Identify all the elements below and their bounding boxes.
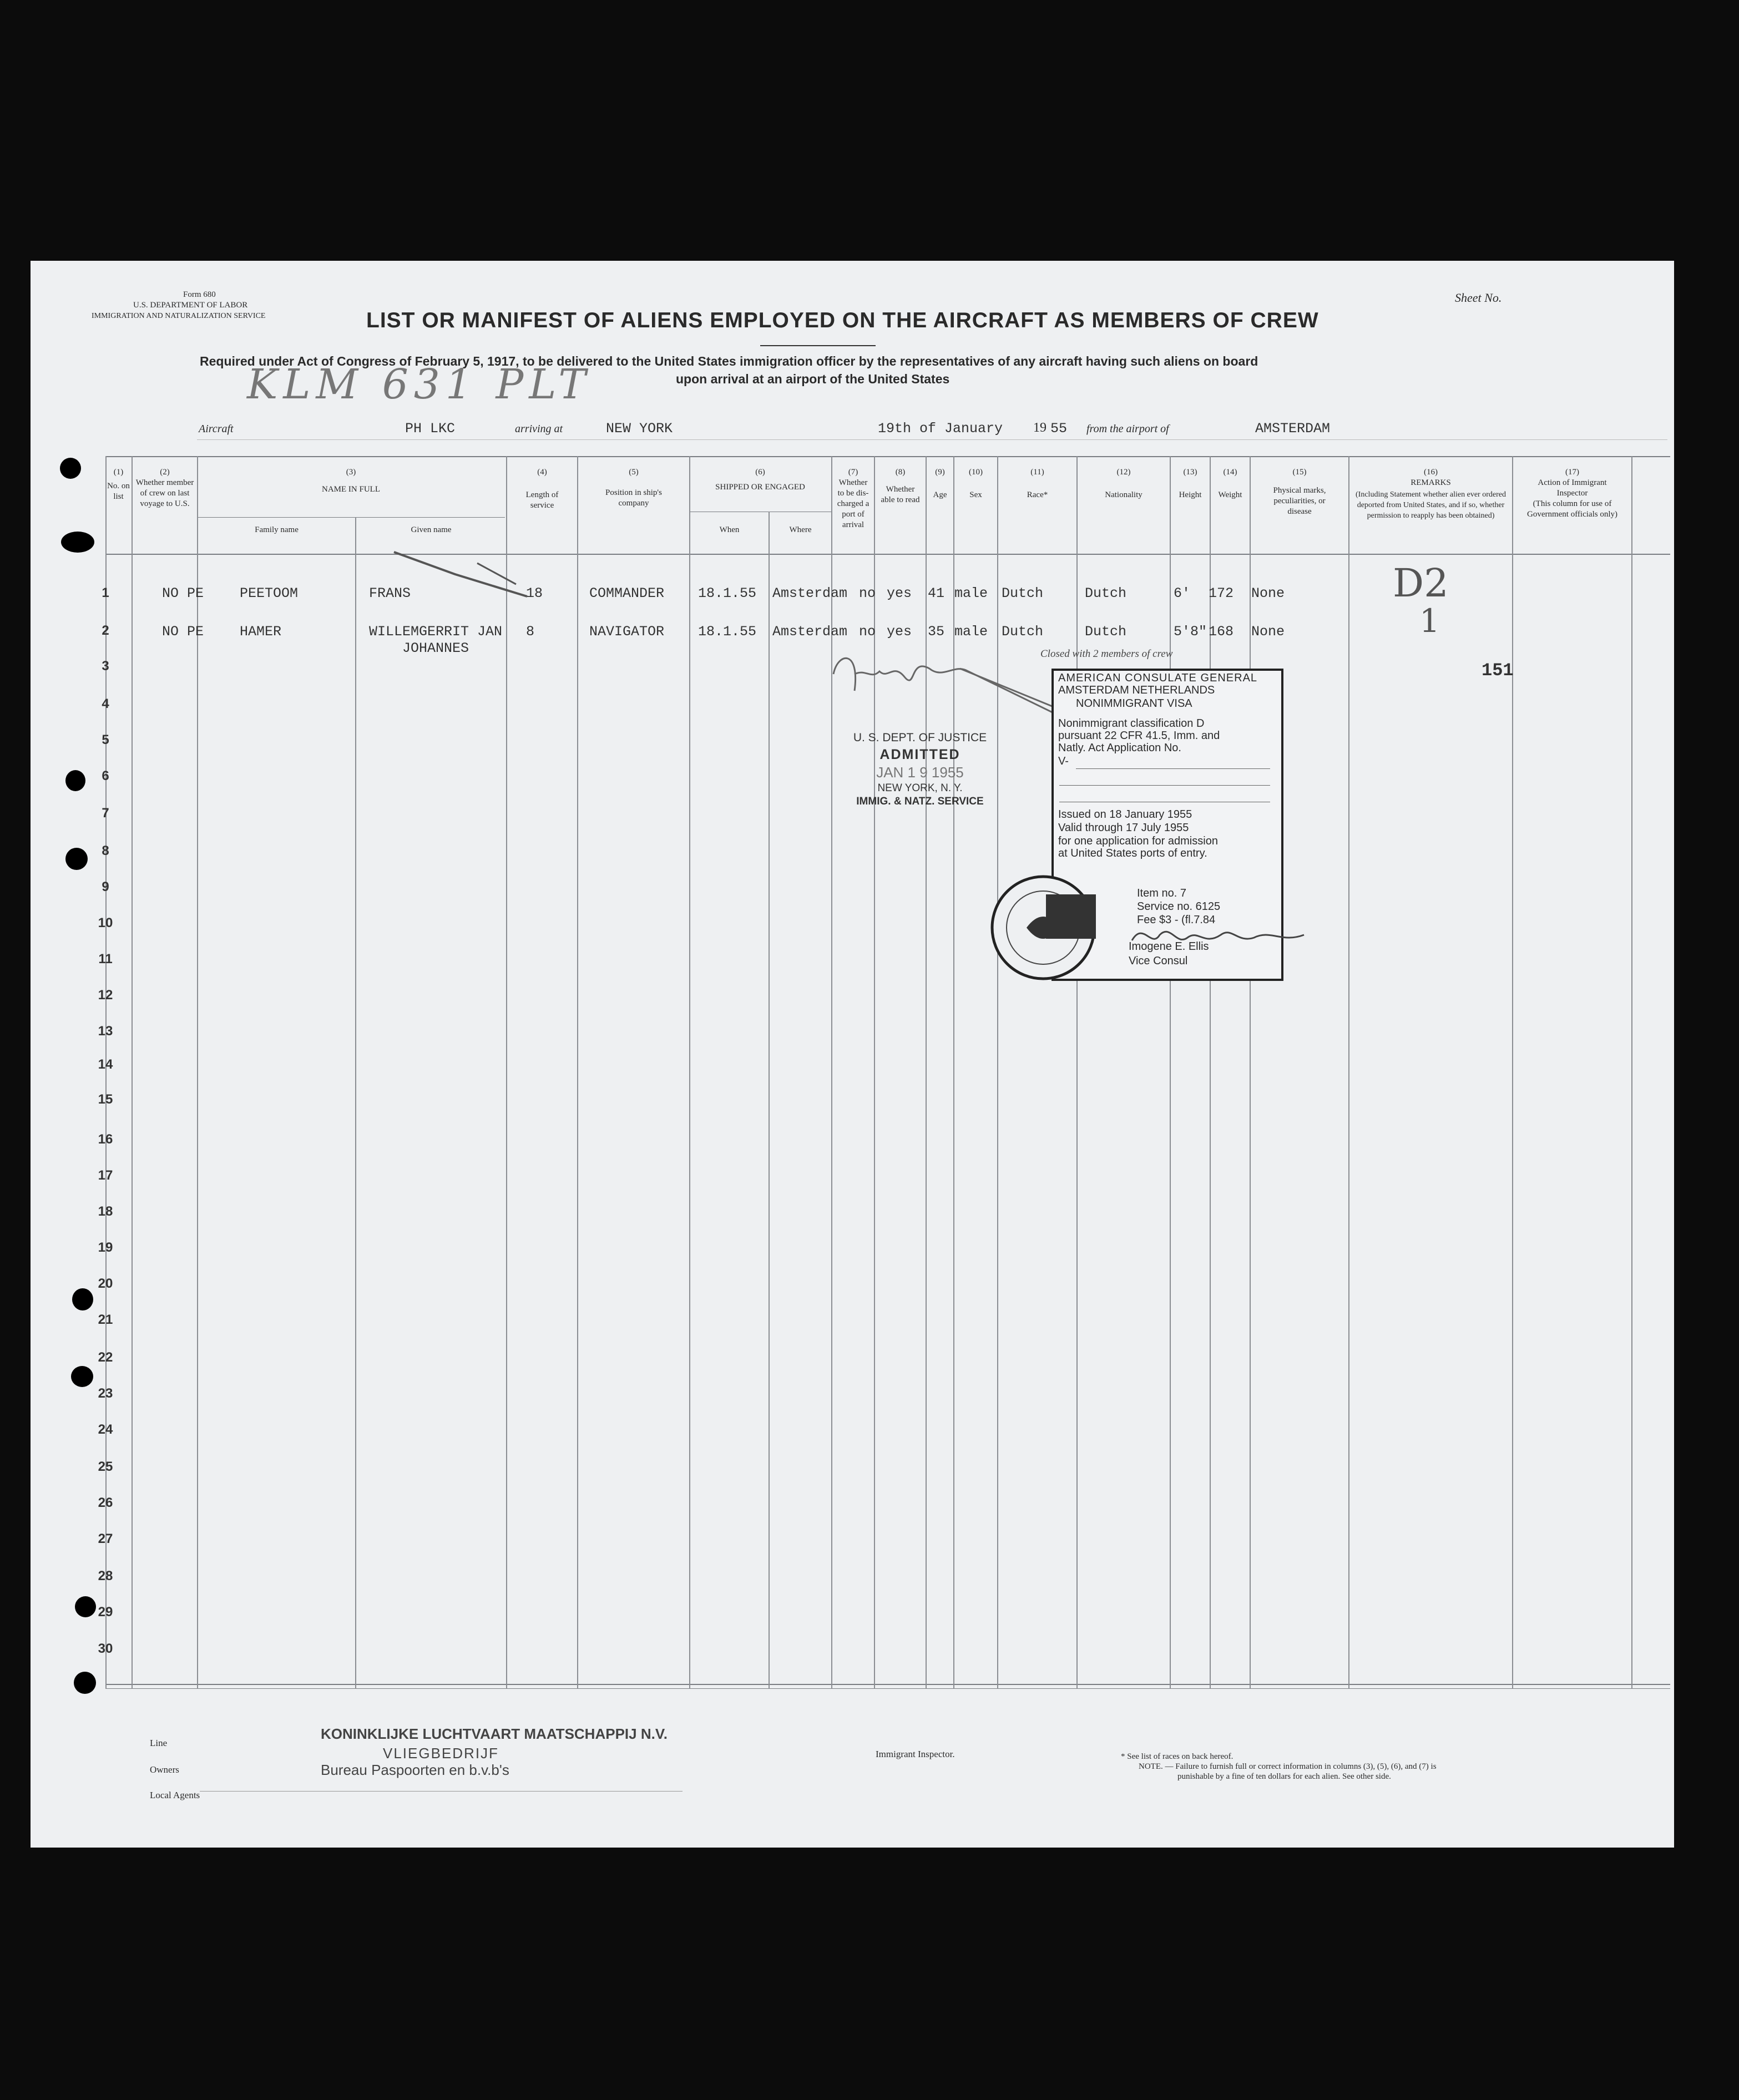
col-6-label: SHIPPED OR ENGAGED bbox=[715, 483, 805, 492]
entry-nationality: Dutch bbox=[1085, 624, 1127, 640]
form-number: Form 680 bbox=[183, 290, 216, 299]
col-15-number: (15) bbox=[1292, 468, 1307, 477]
col-header-1 bbox=[105, 467, 132, 502]
row-number: 27 bbox=[98, 1531, 113, 1546]
col-3-label: NAME IN FULL bbox=[322, 485, 380, 494]
table-top-border bbox=[105, 456, 1670, 457]
visa-fee: Fee $3 - (fl.7.84 bbox=[1137, 914, 1216, 926]
col-divider bbox=[1210, 456, 1211, 1689]
col-9-label: Age bbox=[933, 490, 947, 499]
entry-race: Dutch bbox=[1002, 624, 1044, 640]
col-16-sublabel: (Including Statement whether alien ever ordered deported from United States, and if so, whether permission to reapply has been obtained) bbox=[1356, 490, 1506, 520]
row-number: 4 bbox=[102, 696, 109, 711]
row-number: 15 bbox=[98, 1092, 113, 1107]
row-number: 5 bbox=[102, 732, 109, 747]
col-6-number: (6) bbox=[755, 468, 765, 477]
row-number: 2 bbox=[102, 623, 109, 638]
entry-height: 5'8" bbox=[1174, 624, 1207, 640]
row-number: 10 bbox=[98, 915, 113, 930]
visa-number: V- bbox=[1058, 755, 1069, 767]
departure-airport: AMSTERDAM bbox=[1255, 421, 1331, 437]
col-2-label: Whether member of crew on last voyage to U.S. bbox=[135, 478, 194, 508]
col-header-7 bbox=[832, 467, 874, 530]
entry-sex: male bbox=[954, 585, 988, 601]
col-divider bbox=[769, 512, 770, 1689]
entry-given: FRANS bbox=[369, 585, 411, 601]
company-stamp-bureau: Bureau Paspoorten en b.v.b's bbox=[321, 1762, 509, 1778]
entry-family: HAMER bbox=[240, 624, 282, 640]
entry-height: 6' bbox=[1174, 585, 1191, 601]
col-5-label: Position in ship's company bbox=[605, 488, 662, 508]
arrival-airport: NEW YORK bbox=[606, 421, 673, 437]
entry-crew: NO PE bbox=[162, 585, 204, 601]
row-number: 14 bbox=[98, 1057, 113, 1072]
col-16-number: (16) bbox=[1424, 468, 1438, 477]
handwritten-flight-note: KLM 631 PLT bbox=[247, 361, 592, 408]
punch-hole bbox=[61, 532, 94, 553]
col-divider bbox=[997, 456, 998, 1689]
admitted-service: IMMIG. & NATZ. SERVICE bbox=[856, 796, 984, 807]
row-number: 19 bbox=[98, 1240, 113, 1255]
punch-hole bbox=[60, 458, 81, 479]
entry-age: 35 bbox=[928, 624, 945, 640]
col-header-8 bbox=[875, 467, 926, 505]
col-17-label: Action of Immigrant Inspector bbox=[1538, 478, 1607, 498]
remark-d2: D2 bbox=[1393, 560, 1449, 606]
visa-consul-name: Imogene E. Ellis bbox=[1129, 940, 1209, 953]
row-number: 17 bbox=[98, 1168, 113, 1183]
row-number: 30 bbox=[98, 1641, 113, 1656]
visa-type: NONIMMIGRANT VISA bbox=[1076, 697, 1192, 710]
local-agents-label: Local Agents bbox=[150, 1790, 200, 1800]
col-12-label: Nationality bbox=[1105, 490, 1143, 499]
handwritten-check-mark bbox=[388, 541, 533, 602]
visa-rule bbox=[1059, 785, 1270, 786]
remark-d2-sub: 1 bbox=[1419, 602, 1440, 640]
col-header-15 bbox=[1251, 467, 1348, 517]
from-label: from the airport of bbox=[1086, 423, 1169, 435]
entry-crew: NO PE bbox=[162, 624, 204, 640]
col-4-label: Length of service bbox=[525, 490, 559, 510]
entry-weight: 168 bbox=[1209, 624, 1234, 640]
consul-signature bbox=[1126, 918, 1310, 952]
subtitle-line-2: upon arrival at an airport of the United States bbox=[676, 372, 950, 386]
col-header-4 bbox=[507, 467, 577, 511]
col-header-2 bbox=[134, 467, 196, 509]
visa-rule bbox=[1076, 768, 1270, 769]
col-8-number: (8) bbox=[895, 468, 906, 477]
col-header-14 bbox=[1211, 467, 1250, 500]
col-header-9 bbox=[927, 467, 953, 500]
consulate-seal bbox=[988, 872, 1099, 983]
row-number: 1 bbox=[102, 585, 109, 600]
col-9-number: (9) bbox=[935, 468, 945, 477]
col-6-when: When bbox=[719, 525, 740, 534]
department: U.S. DEPARTMENT OF LABOR bbox=[133, 301, 248, 310]
col-divider bbox=[831, 456, 832, 1689]
col-14-number: (14) bbox=[1223, 468, 1237, 477]
subtitle-line-1: Required under Act of Congress of February 5, 1917, to be delivered to the United States immigration officer by the representatives of any aircraft having such aliens on board bbox=[200, 354, 1258, 368]
row-number: 20 bbox=[98, 1276, 113, 1291]
col-7-number: (7) bbox=[848, 468, 858, 477]
arrival-year: 55 bbox=[1050, 421, 1068, 437]
row-number: 22 bbox=[98, 1350, 113, 1365]
col-7-label: Whether to be dis-charged a port of arrival bbox=[837, 478, 870, 529]
admitted-stamp bbox=[837, 731, 1003, 808]
visa-application: Natly. Act Application No. bbox=[1058, 742, 1181, 754]
company-stamp-dept: VLIEGBEDRIJF bbox=[383, 1745, 499, 1762]
col-1-label: No. on list bbox=[107, 482, 130, 501]
col-2-number: (2) bbox=[160, 468, 170, 477]
local-agents-rule bbox=[200, 1791, 683, 1792]
visa-item: Item no. 7 bbox=[1137, 887, 1186, 899]
col-divider bbox=[132, 456, 133, 1689]
flight-line-rule bbox=[197, 439, 1667, 440]
col-3-family-name: Family name bbox=[255, 525, 299, 534]
col-12-number: (12) bbox=[1116, 468, 1131, 477]
entry-read: yes bbox=[887, 585, 912, 601]
admitted-word: ADMITTED bbox=[879, 747, 961, 762]
aircraft-label: Aircraft bbox=[199, 423, 234, 435]
col-3-given-name: Given name bbox=[411, 525, 452, 534]
row-number: 16 bbox=[98, 1132, 113, 1147]
entry-when: 18.1.55 bbox=[698, 624, 757, 640]
row-number: 8 bbox=[102, 843, 109, 858]
col-16-label: REMARKS bbox=[1411, 478, 1451, 487]
entry-race: Dutch bbox=[1002, 585, 1044, 601]
service: IMMIGRATION AND NATURALIZATION SERVICE bbox=[92, 312, 266, 320]
table-header-border bbox=[105, 554, 1670, 555]
entry-length: 18 bbox=[526, 585, 543, 601]
row-number: 29 bbox=[98, 1605, 113, 1620]
col-header-13 bbox=[1171, 467, 1210, 500]
aircraft-registration: PH LKC bbox=[405, 421, 456, 437]
col-5-number: (5) bbox=[629, 468, 639, 477]
col-divider bbox=[1348, 456, 1349, 1689]
footer-note-2: NOTE. — Failure to furnish full or correct information in columns (3), (5), (6), and (7) is bbox=[1139, 1762, 1437, 1771]
col-10-label: Sex bbox=[969, 490, 982, 499]
arrival-date: 19th of January bbox=[878, 421, 1003, 437]
col-11-label: Race* bbox=[1027, 490, 1048, 499]
col-header-6 bbox=[689, 467, 831, 493]
col-17-sublabel: (This column for use of Government officials only) bbox=[1526, 499, 1617, 519]
entry-discharged: no bbox=[859, 624, 876, 640]
col-1-number: (1) bbox=[113, 468, 124, 477]
visa-ports: at United States ports of entry. bbox=[1058, 847, 1207, 859]
visa-regulation: pursuant 22 CFR 41.5, Imm. and bbox=[1058, 730, 1220, 742]
entry-nationality: Dutch bbox=[1085, 585, 1127, 601]
entry-where: Amsterdam bbox=[772, 585, 848, 601]
row-number: 28 bbox=[98, 1568, 113, 1583]
visa-city: AMSTERDAM NETHERLANDS bbox=[1058, 684, 1215, 696]
entry-length: 8 bbox=[526, 624, 535, 640]
entry-when: 18.1.55 bbox=[698, 585, 757, 601]
col-divider bbox=[355, 517, 356, 1689]
col-3-number: (3) bbox=[346, 468, 356, 477]
year-prefix: 19 bbox=[1033, 421, 1047, 435]
arriving-label: arriving at bbox=[515, 423, 563, 435]
col-divider bbox=[577, 456, 578, 1689]
inspector-label: Immigrant Inspector. bbox=[876, 1749, 955, 1759]
col-4-number: (4) bbox=[537, 468, 547, 477]
punch-hole bbox=[74, 1672, 96, 1694]
entry-sex: male bbox=[954, 624, 988, 640]
entry-where: Amsterdam bbox=[772, 624, 848, 640]
col-header-16 bbox=[1349, 467, 1512, 521]
line-label: Line bbox=[150, 1738, 168, 1748]
remark-number: 151 bbox=[1482, 660, 1514, 681]
table-bottom-border bbox=[105, 1684, 1670, 1685]
punch-hole bbox=[65, 770, 85, 791]
admitted-date: JAN 1 9 1955 bbox=[876, 764, 964, 781]
entry-position: COMMANDER bbox=[589, 585, 665, 601]
col-header-3 bbox=[197, 467, 505, 495]
table-bottom-border-2 bbox=[105, 1688, 1670, 1689]
col-divider bbox=[1170, 456, 1171, 1689]
col-header-5 bbox=[578, 467, 689, 509]
visa-service-no: Service no. 6125 bbox=[1137, 900, 1221, 913]
company-stamp-name: KONINKLIJKE LUCHTVAART MAATSCHAPPIJ N.V. bbox=[321, 1725, 668, 1742]
row-number: 23 bbox=[98, 1386, 113, 1401]
col-divider bbox=[1512, 456, 1513, 1689]
closed-with-note: Closed with 2 members of crew bbox=[1040, 648, 1173, 660]
row-number: 24 bbox=[98, 1422, 113, 1437]
col-header-12 bbox=[1078, 467, 1170, 500]
row-number: 9 bbox=[102, 879, 109, 894]
entry-given: WILLEMGERRIT JAN bbox=[369, 624, 503, 640]
col-divider bbox=[953, 456, 954, 1689]
col-11-number: (11) bbox=[1030, 468, 1044, 477]
row-number: 11 bbox=[98, 952, 113, 966]
title-rule bbox=[760, 345, 876, 346]
col-divider bbox=[1076, 456, 1078, 1689]
col-divider bbox=[926, 456, 927, 1689]
col-header-10 bbox=[954, 467, 997, 500]
admitted-dept: U. S. DEPT. OF JUSTICE bbox=[853, 731, 987, 744]
entry-weight: 172 bbox=[1209, 585, 1234, 601]
visa-application-note: for one application for admission bbox=[1058, 835, 1218, 847]
entry-age: 41 bbox=[928, 585, 945, 601]
col-header-17 bbox=[1513, 467, 1631, 520]
row-number: 21 bbox=[98, 1312, 113, 1327]
entry-marks: None bbox=[1251, 624, 1285, 640]
col-divider bbox=[506, 456, 507, 1689]
punch-hole bbox=[71, 1366, 93, 1387]
row-number: 25 bbox=[98, 1459, 113, 1474]
col-header-11 bbox=[998, 467, 1076, 500]
col-13-number: (13) bbox=[1183, 468, 1197, 477]
row-number: 26 bbox=[98, 1495, 113, 1510]
admitted-place: NEW YORK, N. Y. bbox=[877, 782, 963, 794]
row-number: 6 bbox=[102, 768, 109, 783]
sheet-number-label: Sheet No. bbox=[1455, 291, 1502, 305]
col-13-label: Height bbox=[1179, 490, 1202, 499]
entry-marks: None bbox=[1251, 585, 1285, 601]
visa-issued: Issued on 18 January 1955 bbox=[1058, 808, 1192, 821]
col-divider bbox=[1250, 456, 1251, 1689]
footer-note-3: punishable by a fine of ten dollars for each alien. See other side. bbox=[1177, 1772, 1391, 1781]
row-number: 12 bbox=[98, 988, 113, 1003]
visa-consulate: AMERICAN CONSULATE GENERAL bbox=[1058, 672, 1258, 684]
entry-discharged: no bbox=[859, 585, 876, 601]
punch-hole bbox=[72, 1288, 93, 1310]
col-divider bbox=[1631, 456, 1632, 1689]
col-17-number: (17) bbox=[1565, 468, 1579, 477]
name-subheader-rule bbox=[197, 517, 505, 518]
row-number: 18 bbox=[98, 1204, 113, 1219]
entry-position: NAVIGATOR bbox=[589, 624, 665, 640]
footer-note-1: * See list of races on back hereof. bbox=[1121, 1752, 1234, 1761]
entry-given-2: JOHANNES bbox=[402, 640, 469, 656]
col-6-where: Where bbox=[789, 525, 812, 534]
row-number: 13 bbox=[98, 1024, 113, 1039]
col-divider bbox=[874, 456, 875, 1689]
row-number: 7 bbox=[102, 806, 109, 821]
col-divider bbox=[197, 456, 198, 1689]
owners-label: Owners bbox=[150, 1764, 179, 1775]
col-15-label: Physical marks, peculiarities, or disease bbox=[1273, 486, 1326, 516]
col-14-label: Weight bbox=[1218, 490, 1242, 499]
visa-classification: Nonimmigrant classification D bbox=[1058, 717, 1205, 730]
col-divider bbox=[689, 456, 690, 1689]
col-10-number: (10) bbox=[969, 468, 983, 477]
visa-valid: Valid through 17 July 1955 bbox=[1058, 822, 1189, 834]
entry-read: yes bbox=[887, 624, 912, 640]
row-number: 3 bbox=[102, 659, 109, 674]
entry-family: PEETOOM bbox=[240, 585, 299, 601]
col-8-label: Whether able to read bbox=[881, 485, 920, 504]
page-title: LIST OR MANIFEST OF ALIENS EMPLOYED ON THE AIRCRAFT AS MEMBERS OF CREW bbox=[366, 308, 1319, 332]
visa-consul-title: Vice Consul bbox=[1129, 955, 1188, 967]
